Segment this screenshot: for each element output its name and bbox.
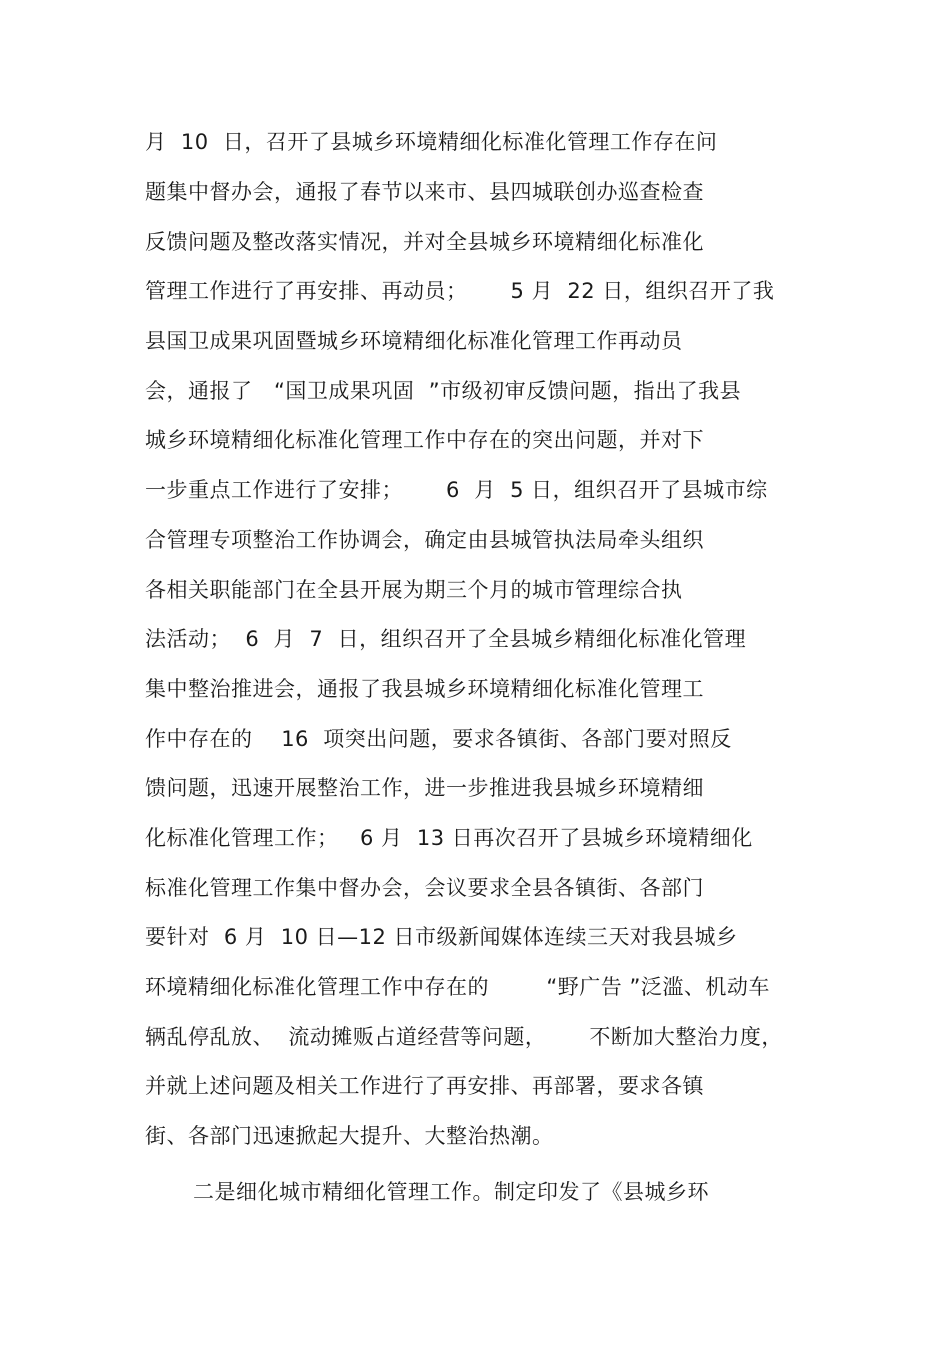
paragraph-line: 环境精细化标准化管理工作中存在的 “野广告 ”泛滥、机动车 [145,975,770,999]
paragraph-line: 二是细化城市精细化管理工作。制定印发了《县城乡环 [193,1180,709,1204]
paragraph-line: 化标准化管理工作； 6 月 13 日再次召开了县城乡环境精细化 [145,826,753,850]
paragraph-line: 管理工作进行了再安排、再动员； 5 月 22 日，组织召开了我 [145,279,775,303]
paragraph-line: 题集中督办会，通报了春节以来市、县四城联创办巡查检查 [145,180,704,204]
paragraph-line: 要针对 6 月 10 日—12 日市级新闻媒体连续三天对我县城乡 [145,925,738,949]
paragraph-line: 月 10 日，召开了县城乡环境精细化标准化管理工作存在问 [145,130,718,154]
paragraph-line: 会，通报了 “国卫成果巩固 ”市级初审反馈问题，指出了我县 [145,379,742,403]
paragraph-line: 县国卫成果巩固暨城乡环境精细化标准化管理工作再动员 [145,329,683,353]
paragraph-line: 街、各部门迅速掀起大提升、大整治热潮。 [145,1124,554,1148]
paragraph-line: 辆乱停乱放、 流动摊贩占道经营等问题， 不断加大整治力度， [145,1025,783,1049]
paragraph-line: 集中整治推进会，通报了我县城乡环境精细化标准化管理工 [145,677,704,701]
paragraph-line: 并就上述问题及相关工作进行了再安排、再部署，要求各镇 [145,1074,704,1098]
paragraph-line: 合管理专项整治工作协调会，确定由县城管执法局牵头组织 [145,528,704,552]
paragraph-line: 各相关职能部门在全县开展为期三个月的城市管理综合执 [145,578,683,602]
paragraph-line: 馈问题，迅速开展整治工作，进一步推进我县城乡环境精细 [145,776,704,800]
paragraph-line: 法活动； 6 月 7 日，组织召开了全县城乡精细化标准化管理 [145,627,747,651]
paragraph-line: 一步重点工作进行了安排； 6 月 5 日，组织召开了县城市综 [145,478,768,502]
paragraph-line: 作中存在的 16 项突出问题，要求各镇街、各部门要对照反 [145,727,732,751]
paragraph-line: 标准化管理工作集中督办会，会议要求全县各镇街、各部门 [145,876,704,900]
paragraph-line: 城乡环境精细化标准化管理工作中存在的突出问题，并对下 [145,428,704,452]
paragraph-line: 反馈问题及整改落实情况，并对全县城乡环境精细化标准化 [145,230,704,254]
